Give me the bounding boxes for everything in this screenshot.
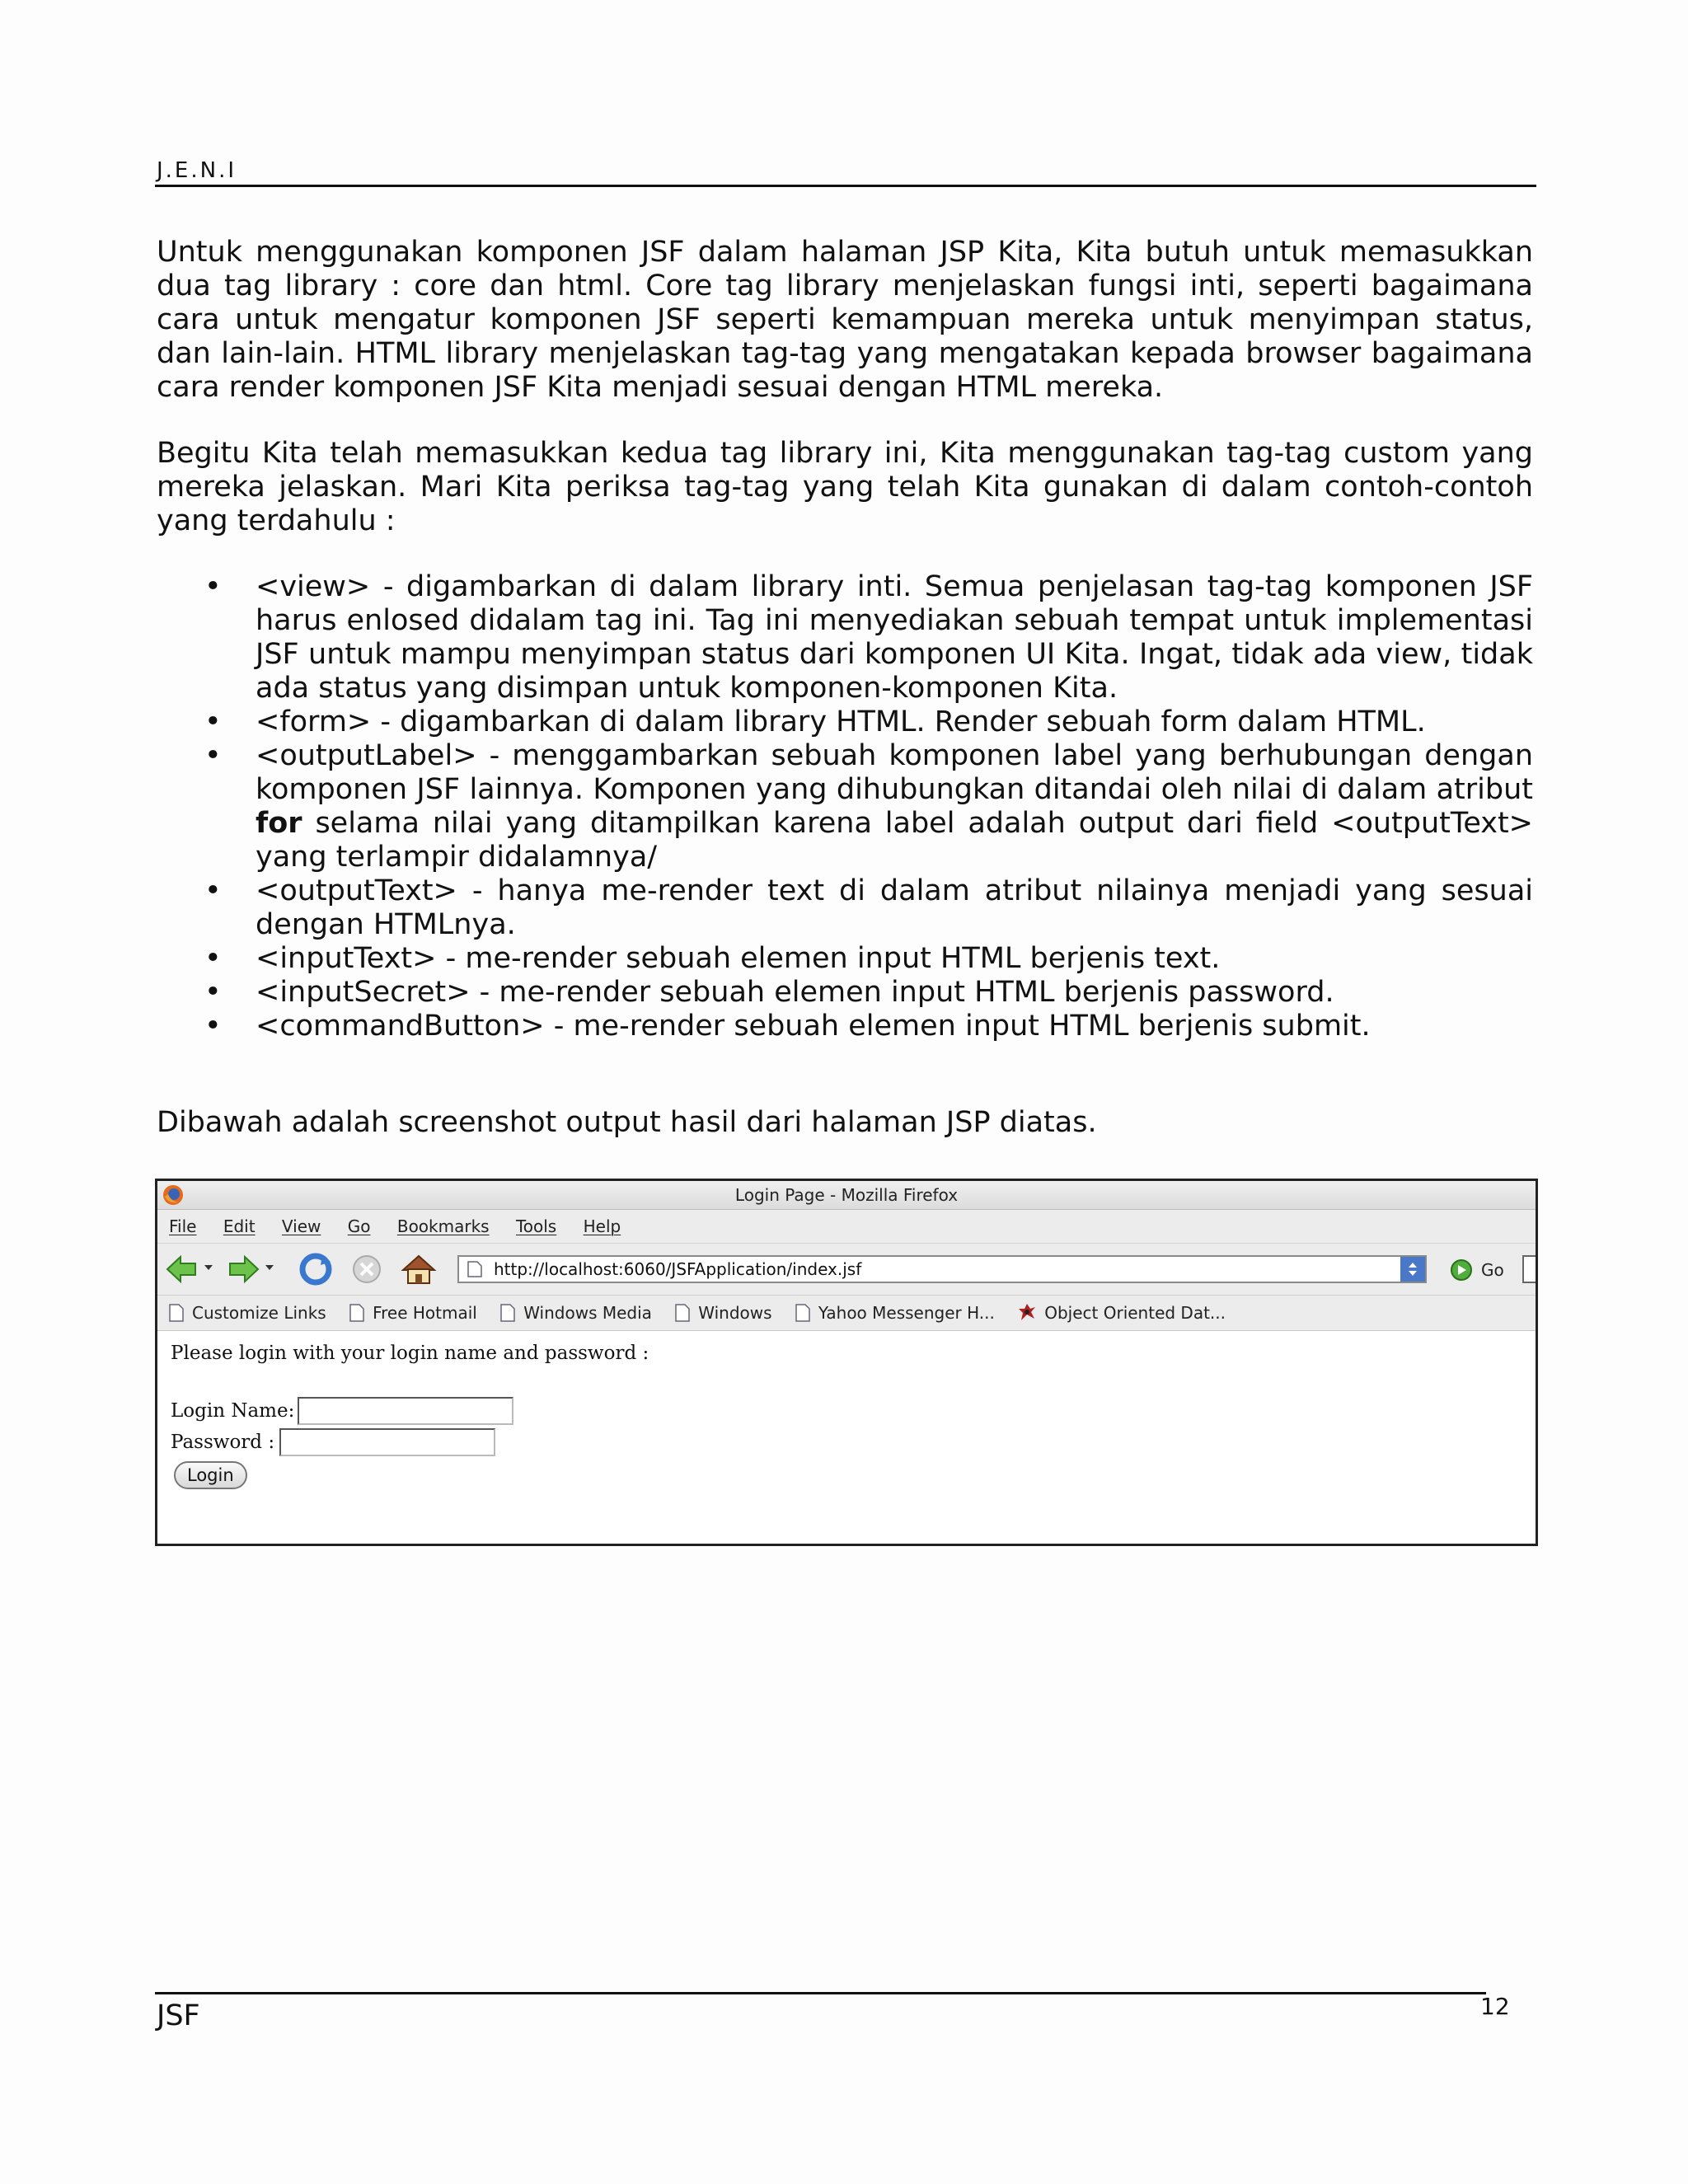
menu-go[interactable]: Go: [347, 1216, 371, 1236]
back-dropdown-icon[interactable]: [204, 1263, 213, 1272]
bookmark-windows[interactable]: [675, 1296, 771, 1330]
menu-bar: [157, 1210, 1536, 1244]
firefox-screenshot: [155, 1179, 1538, 1546]
intro-paragraph: Untuk menggunakan komponen JSF dalam halaman JSP Kita, Kita butuh untuk memasukkan dua tag library : core dan html. Core tag library menjelaskan fungsi inti, seperti bagaimana cara untuk mengatur komponen JSF seperti kemampuan mereka untuk menyimpan status, dan lain-lain. HTML library menjelaskan tag-tag yang mengatakan kepada browser bagaimana cara render komponen JSF Kita menjadi sesuai dengan HTML mereka.: [157, 236, 1533, 404]
bookmark-label: Yahoo Messenger H...: [818, 1303, 995, 1323]
login-button[interactable]: Login: [174, 1461, 247, 1489]
list-item: [157, 1010, 1533, 1043]
bookmark-customize-links[interactable]: [169, 1296, 326, 1330]
bookmark-label: Windows Media: [523, 1303, 652, 1323]
bullet-commandbutton-text: <commandButton> - me-render sebuah elemen input HTML berjenis submit.: [256, 1010, 1371, 1043]
second-paragraph: Begitu Kita telah memasukkan kedua tag library ini, Kita menggunakan tag-tag custom yang mereka jelaskan. Mari Kita periksa tag-tag yang telah Kita gunakan di dalam contoh-contoh yang terdahulu :: [157, 437, 1533, 537]
list-item: [157, 570, 1533, 705]
bookmark-object-oriented[interactable]: [1018, 1296, 1226, 1330]
address-url: http://localhost:6060/JSFApplication/index.jsf: [494, 1259, 862, 1279]
list-item: [157, 976, 1533, 1010]
list-item: [157, 874, 1533, 942]
menu-tools[interactable]: Tools: [515, 1216, 557, 1236]
bookmark-yahoo-messenger[interactable]: [795, 1296, 995, 1330]
home-icon[interactable]: [398, 1252, 439, 1286]
bullet-marker: •: [204, 976, 222, 1009]
list-item: [157, 705, 1533, 739]
bullet-inputtext-text: <inputText> - me-render sebuah elemen input HTML berjenis text.: [256, 942, 1221, 975]
bullet-marker: •: [204, 739, 222, 772]
bullet-outputlabel-text: <outputLabel> - menggambarkan sebuah komponen label yang berhubungan dengan komponen JSF lainnya. Komponen yang dihubungkan ditandai oleh nilai di dalam atribut: [256, 739, 1533, 806]
menu-bookmarks[interactable]: Bookmarks: [396, 1216, 490, 1236]
tag-bullet-list: [157, 570, 1533, 1043]
window-titlebar: [157, 1181, 1536, 1210]
bookmarks-toolbar: [157, 1296, 1536, 1331]
bookmark-windows-media[interactable]: [500, 1296, 652, 1330]
bullet-marker: •: [204, 705, 222, 738]
bullet-form-text: <form> - digambarkan di dalam library HTML. Render sebuah form dalam HTML.: [256, 705, 1426, 738]
screenshot-caption: Dibawah adalah screenshot output hasil dari halaman JSP diatas.: [157, 1106, 1097, 1139]
bullet-marker: •: [204, 874, 222, 907]
bookmark-free-hotmail[interactable]: [349, 1296, 477, 1330]
stop-icon[interactable]: [349, 1252, 385, 1286]
page-icon: [467, 1261, 482, 1277]
bookmark-label: Free Hotmail: [373, 1303, 477, 1323]
footer-rule: [155, 1992, 1486, 1994]
bookmark-label: Windows: [698, 1303, 772, 1323]
list-item: [157, 942, 1533, 976]
menu-help[interactable]: Help: [583, 1216, 621, 1236]
bookmark-label: Object Oriented Dat...: [1044, 1303, 1226, 1323]
page-icon: [500, 1304, 515, 1322]
list-item: [157, 739, 1533, 874]
bullet-inputsecret-text: <inputSecret> - me-render sebuah elemen input HTML berjenis password.: [256, 976, 1334, 1009]
page-icon: [795, 1304, 810, 1322]
search-box-edge[interactable]: [1522, 1255, 1536, 1283]
login-instruction: Please login with your login name and password :: [171, 1343, 649, 1364]
go-icon[interactable]: [1450, 1258, 1473, 1282]
bullet-outputtext-text: <outputText> - hanya me-render text di dalam atribut nilainya menjadi yang sesuai dengan HTMLnya.: [256, 874, 1533, 941]
menu-file[interactable]: File: [169, 1216, 197, 1236]
password-input[interactable]: [279, 1428, 495, 1456]
password-label: Password :: [171, 1432, 275, 1453]
header-rule: [155, 185, 1536, 187]
go-button-label[interactable]: Go: [1481, 1260, 1504, 1280]
page-icon: [675, 1304, 690, 1322]
bullet-outputlabel-text-rest: selama nilai yang ditampilkan karena label adalah output dari field <outputText> yang terlampir didalamnya/: [256, 807, 1533, 874]
window-title: Login Page - Mozilla Firefox: [734, 1185, 959, 1205]
bullet-marker: •: [204, 570, 222, 603]
header-label: J.E.N.I: [157, 158, 237, 183]
dropdown-arrows-icon: [1400, 1257, 1425, 1282]
page-number: 12: [1480, 1993, 1510, 2020]
address-dropdown-button[interactable]: [1400, 1257, 1425, 1282]
address-bar[interactable]: [457, 1255, 1427, 1283]
forward-dropdown-icon[interactable]: [265, 1263, 274, 1272]
bullet-marker: •: [204, 942, 222, 975]
bold-for-keyword: for: [256, 807, 302, 840]
bug-icon: [1018, 1302, 1036, 1322]
forward-arrow-icon[interactable]: [225, 1252, 261, 1286]
footer-title: JSF: [157, 1999, 200, 2032]
login-name-input[interactable]: [298, 1397, 513, 1425]
page-icon: [349, 1304, 364, 1322]
menu-edit[interactable]: Edit: [223, 1216, 256, 1236]
page-icon: [169, 1304, 184, 1322]
menu-view[interactable]: View: [281, 1216, 321, 1236]
bullet-marker: •: [204, 1010, 222, 1043]
login-name-label: Login Name:: [171, 1400, 295, 1422]
back-arrow-icon[interactable]: [164, 1252, 200, 1286]
navigation-toolbar: [157, 1244, 1536, 1296]
bookmark-label: Customize Links: [192, 1303, 326, 1323]
reload-icon[interactable]: [298, 1252, 334, 1286]
bullet-view-text: <view> - digambarkan di dalam library inti. Semua penjelasan tag-tag komponen JSF harus enlosed didalam tag ini. Tag ini menyediakan sebuah tempat untuk implementasi JSF untuk mampu menyimpan status dari komponen UI Kita. Ingat, tidak ada view, tidak ada status yang disimpan untuk komponen-komponen Kita.: [256, 570, 1533, 705]
firefox-logo-icon: [162, 1184, 184, 1206]
